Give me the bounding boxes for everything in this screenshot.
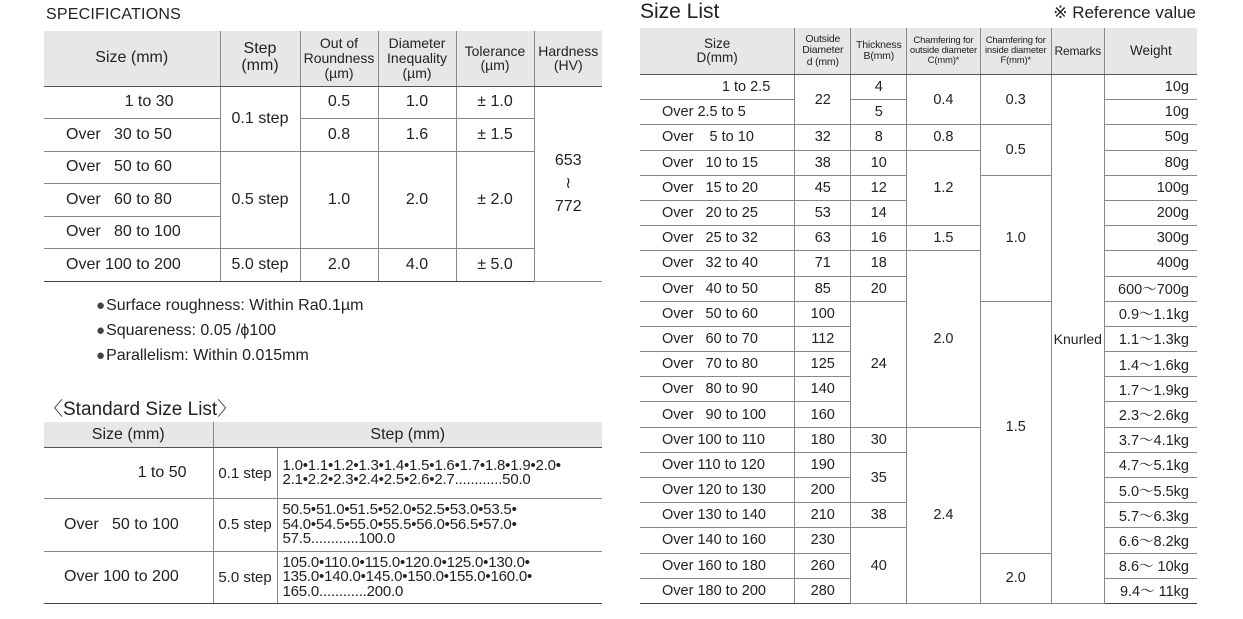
thickness-cell: 4 — [851, 75, 907, 100]
size-cell: Over 20 to 25 — [640, 200, 795, 225]
od-cell: 280 — [795, 578, 851, 603]
size-cell: Over 130 to 140 — [640, 503, 795, 528]
thickness-cell: 20 — [851, 276, 907, 301]
size-cell: Over 50 to 60 — [640, 301, 795, 326]
od-cell: 22 — [795, 75, 851, 125]
header-thickness: Thickness B(mm) — [851, 28, 907, 75]
od-cell: 85 — [795, 276, 851, 301]
size-cell: Over 60 to 70 — [640, 326, 795, 351]
chamfer-outside-cell: 2.4 — [907, 427, 980, 603]
chamfer-outside-cell: 2.0 — [907, 251, 980, 427]
chamfer-outside-cell: 0.4 — [907, 75, 980, 125]
specs-header-step: Step (mm) — [220, 31, 300, 86]
bullet-icon: ● — [96, 297, 106, 314]
size-list-header-row — [640, 28, 1197, 75]
weight-cell: 300g — [1104, 226, 1197, 251]
weight-cell: 5.7～6.3kg — [1104, 503, 1197, 528]
tolerance-cell: ± 5.0 — [456, 249, 534, 282]
size-cell: Over 140 to 160 — [640, 528, 795, 553]
size-cell: Over 110 to 120 — [640, 452, 795, 477]
weight-cell: 6.6～8.2kg — [1104, 528, 1197, 553]
od-cell: 32 — [795, 125, 851, 150]
chamfer-outside-cell: 0.8 — [907, 125, 980, 150]
chamfer-outside-cell: 1.5 — [907, 226, 980, 251]
weight-cell: 200g — [1104, 200, 1197, 225]
specs-header-diameter: Diameter Inequality (µm) — [378, 31, 456, 86]
weight-cell: 9.4～ 11kg — [1104, 578, 1197, 603]
header-chamfer-inside: Chamfering for inside diameter F(mm)* — [980, 28, 1051, 75]
weight-cell: 50g — [1104, 125, 1197, 150]
specs-header-row — [44, 31, 602, 86]
weight-cell: 1.4～1.6kg — [1104, 352, 1197, 377]
od-cell: 160 — [795, 402, 851, 427]
step-cell: 0.1 step — [220, 86, 300, 151]
weight-cell: 80g — [1104, 150, 1197, 175]
size-cell: 1 to 2.5 — [640, 75, 795, 100]
table-row — [44, 86, 602, 119]
size-cell: 1 to 30 — [44, 86, 220, 119]
table-row — [44, 499, 602, 552]
step-cell: 0.5 step — [220, 151, 300, 249]
chamfer-inside-cell: 0.5 — [980, 125, 1051, 175]
diameter-cell: 1.6 — [378, 119, 456, 152]
header-remarks: Remarks — [1051, 28, 1104, 75]
header-outside-diameter: Outside Diameter d (mm) — [795, 28, 851, 75]
std-header-step: Step (mm) — [213, 422, 602, 448]
thickness-cell: 8 — [851, 125, 907, 150]
od-cell: 71 — [795, 251, 851, 276]
thickness-cell: 35 — [851, 452, 907, 502]
od-cell: 100 — [795, 301, 851, 326]
tolerance-cell: ± 1.5 — [456, 119, 534, 152]
reference-note: ※ Reference value — [1053, 3, 1196, 22]
table-row — [640, 125, 1197, 150]
remarks-cell: Knurled — [1051, 75, 1104, 604]
od-cell: 230 — [795, 528, 851, 553]
weight-cell: 3.7～4.1kg — [1104, 427, 1197, 452]
bullet-icon: ● — [96, 322, 106, 339]
table-row — [640, 75, 1197, 100]
size-cell: Over 100 to 200 — [44, 551, 213, 604]
specs-header-size: Size (mm) — [44, 31, 220, 86]
weight-cell: 5.0～5.5kg — [1104, 478, 1197, 503]
table-row — [44, 119, 602, 152]
roundness-cell: 2.0 — [300, 249, 378, 282]
od-cell: 140 — [795, 377, 851, 402]
thickness-cell: 24 — [851, 301, 907, 427]
weight-cell: 4.7～5.1kg — [1104, 452, 1197, 477]
list-item: ●Parallelism: Within 0.015mm — [96, 347, 309, 364]
table-row — [640, 226, 1197, 251]
thickness-cell: 30 — [851, 427, 907, 452]
header-chamfer-outside: Chamfering for outside diameter C(mm)* — [907, 28, 980, 75]
size-cell: Over 60 to 80 — [44, 184, 220, 217]
standard-size-table — [44, 422, 602, 604]
bullet-icon: ● — [96, 347, 106, 364]
specifications-title: SPECIFICATIONS — [46, 6, 181, 23]
weight-cell: 10g — [1104, 100, 1197, 125]
size-cell: Over 160 to 180 — [640, 553, 795, 578]
table-row — [44, 448, 602, 499]
specs-header-tolerance: Tolerance (µm) — [456, 31, 534, 86]
spec-notes — [96, 293, 363, 368]
hardness-cell: 653 ≀ 772 — [534, 86, 602, 281]
header-weight: Weight — [1104, 28, 1197, 75]
size-cell: Over 50 to 100 — [44, 499, 213, 552]
step-cell: 5.0 step — [220, 249, 300, 282]
thickness-cell: 16 — [851, 226, 907, 251]
weight-cell: 100g — [1104, 175, 1197, 200]
thickness-cell: 10 — [851, 150, 907, 175]
size-cell: Over 32 to 40 — [640, 251, 795, 276]
weight-cell: 400g — [1104, 251, 1197, 276]
od-cell: 112 — [795, 326, 851, 351]
specs-header-hardness: Hardness (HV) — [534, 31, 602, 86]
chamfer-outside-cell: 1.2 — [907, 150, 980, 226]
weight-cell: 2.3～2.6kg — [1104, 402, 1197, 427]
specifications-table — [44, 31, 602, 282]
od-cell: 180 — [795, 427, 851, 452]
thickness-cell: 5 — [851, 100, 907, 125]
std-header-row — [44, 422, 602, 448]
roundness-cell: 0.5 — [300, 86, 378, 119]
std-header-size: Size (mm) — [44, 422, 213, 448]
od-cell: 63 — [795, 226, 851, 251]
chamfer-inside-cell: 1.5 — [980, 301, 1051, 553]
size-cell: Over 2.5 to 5 — [640, 100, 795, 125]
values-cell: 1.0•1.1•1.2•1.3•1.4•1.5•1.6•1.7•1.8•1.9•2.0• 2.1•2.2•2.3•2.4•2.5•2.6•2.7............50.0 — [277, 448, 602, 499]
size-cell: Over 25 to 32 — [640, 226, 795, 251]
weight-cell: 1.1～1.3kg — [1104, 326, 1197, 351]
table-row — [44, 551, 602, 604]
size-list-table — [640, 28, 1197, 604]
standard-size-list-title: 〈Standard Size List〉 — [44, 399, 237, 420]
size-cell: Over 90 to 100 — [640, 402, 795, 427]
od-cell: 38 — [795, 150, 851, 175]
size-cell: Over 30 to 50 — [44, 119, 220, 152]
size-cell: Over 5 to 10 — [640, 125, 795, 150]
size-cell: Over 100 to 110 — [640, 427, 795, 452]
values-cell: 105.0•110.0•115.0•120.0•125.0•130.0• 135.0•140.0•145.0•150.0•155.0•160.0• 165.0............200.0 — [277, 551, 602, 604]
chamfer-inside-cell: 1.0 — [980, 175, 1051, 301]
thickness-cell: 40 — [851, 528, 907, 604]
od-cell: 210 — [795, 503, 851, 528]
size-cell: Over 100 to 200 — [44, 249, 220, 282]
values-cell: 50.5•51.0•51.5•52.0•52.5•53.0•53.5• 54.0•54.5•55.0•55.5•56.0•56.5•57.0• 57.5............100.0 — [277, 499, 602, 552]
tolerance-cell: ± 2.0 — [456, 151, 534, 249]
weight-cell: 0.9～1.1kg — [1104, 301, 1197, 326]
step-cell: 5.0 step — [213, 551, 277, 604]
weight-cell: 1.7～1.9kg — [1104, 377, 1197, 402]
size-cell: Over 120 to 130 — [640, 478, 795, 503]
specs-header-roundness: Out of Roundness (µm) — [300, 31, 378, 86]
thickness-cell: 18 — [851, 251, 907, 276]
thickness-cell: 12 — [851, 175, 907, 200]
thickness-cell: 38 — [851, 503, 907, 528]
chamfer-inside-cell: 2.0 — [980, 553, 1051, 603]
size-cell: Over 40 to 50 — [640, 276, 795, 301]
size-cell: Over 80 to 90 — [640, 377, 795, 402]
size-cell: Over 70 to 80 — [640, 352, 795, 377]
header-size: Size D(mm) — [640, 28, 795, 75]
table-row — [640, 251, 1197, 276]
size-cell: Over 10 to 15 — [640, 150, 795, 175]
roundness-cell: 1.0 — [300, 151, 378, 249]
roundness-cell: 0.8 — [300, 119, 378, 152]
diameter-cell: 2.0 — [378, 151, 456, 249]
chamfer-inside-cell: 0.3 — [980, 75, 1051, 125]
table-row — [44, 249, 602, 282]
size-cell: 1 to 50 — [44, 448, 213, 499]
tolerance-cell: ± 1.0 — [456, 86, 534, 119]
od-cell: 260 — [795, 553, 851, 578]
diameter-cell: 1.0 — [378, 86, 456, 119]
step-cell: 0.5 step — [213, 499, 277, 552]
size-list-title: Size List — [640, 0, 720, 23]
size-cell: Over 80 to 100 — [44, 216, 220, 249]
od-cell: 53 — [795, 200, 851, 225]
size-cell: Over 50 to 60 — [44, 151, 220, 184]
size-cell: Over 15 to 20 — [640, 175, 795, 200]
step-cell: 0.1 step — [213, 448, 277, 499]
od-cell: 125 — [795, 352, 851, 377]
diameter-cell: 4.0 — [378, 249, 456, 282]
list-item: ●Squareness: 0.05 /ϕ100 — [96, 322, 277, 339]
weight-cell: 10g — [1104, 75, 1197, 100]
size-cell: Over 180 to 200 — [640, 578, 795, 603]
od-cell: 200 — [795, 478, 851, 503]
od-cell: 45 — [795, 175, 851, 200]
table-row — [640, 150, 1197, 175]
od-cell: 190 — [795, 452, 851, 477]
weight-cell: 8.6～ 10kg — [1104, 553, 1197, 578]
list-item: ●Surface roughness: Within Ra0.1µm — [96, 297, 364, 314]
table-row — [640, 427, 1197, 452]
weight-cell: 600～700g — [1104, 276, 1197, 301]
thickness-cell: 14 — [851, 200, 907, 225]
table-row — [44, 151, 602, 184]
